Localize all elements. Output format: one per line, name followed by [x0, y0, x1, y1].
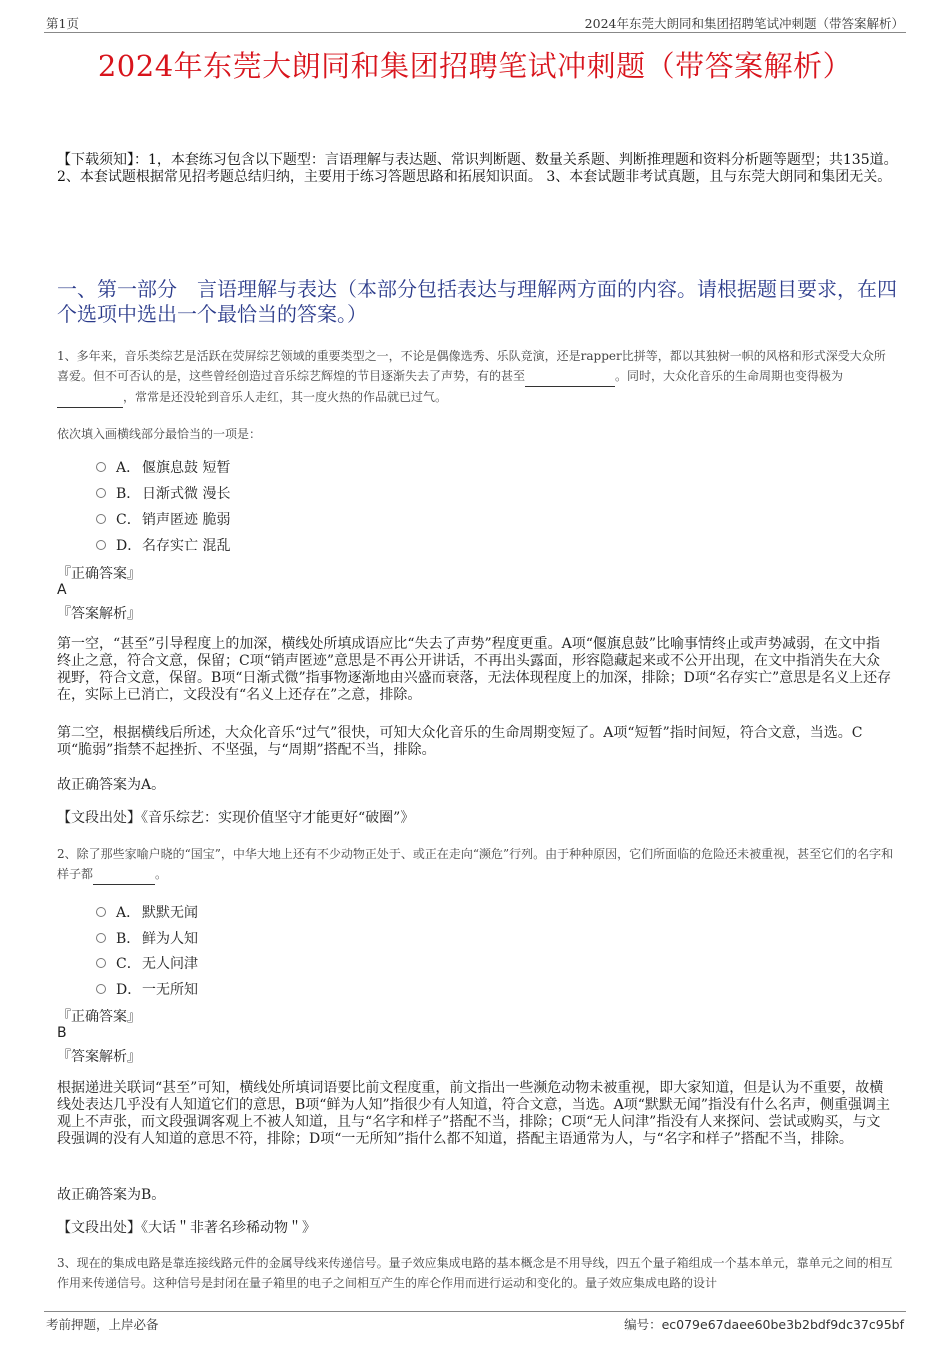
q1-option-c[interactable]: C． 销声匿迹 脆弱: [96, 509, 230, 529]
q1-final-answer: 故正确答案为A。: [57, 777, 166, 793]
q1-blank-2: [57, 387, 123, 408]
question-2-stem: [57, 844, 897, 885]
q1-answer: A: [57, 582, 67, 598]
footer-code-label: 编号：: [624, 1317, 662, 1332]
page-number: 第1页: [46, 16, 79, 31]
q2-correct-label: 『正确答案』: [57, 1009, 141, 1025]
q1-option-b[interactable]: B． 日渐式微 漫长: [96, 483, 230, 503]
radio-icon[interactable]: [96, 540, 106, 550]
q1-text-b: 。同时，大众化音乐的生命周期也变得极为: [615, 369, 844, 383]
section-heading: 一、第一部分 言语理解与表达（本部分包括表达与理解两方面的内容。请根据题目要求，在四个选项中选出一个最恰当的答案。）: [57, 277, 897, 326]
q2-blank: [93, 864, 155, 885]
footer-code: [624, 1315, 904, 1333]
radio-icon[interactable]: [96, 907, 106, 917]
q2-option-c[interactable]: C． 无人问津: [96, 953, 198, 973]
radio-icon[interactable]: [96, 462, 106, 472]
header-divider: [44, 32, 906, 33]
q2-text-b: 。: [155, 867, 168, 881]
radio-icon[interactable]: [96, 933, 106, 943]
question-3-stem: 3、现在的集成电路是靠连接线路元件的金属导线来传递信号。量子效应集成电路的基本概念是不用导线，四五个量子箱组成一个基本单元，靠单元之间的相互作用来传递信号。这种信号是封闭在量子箱里的电子之间相互产生的库仑作用而进行运动和变化的。量子效应集成电路的设计: [57, 1256, 893, 1290]
q1-analysis-label: 『答案解析』: [57, 606, 141, 622]
q1-text-c: ，常常是还没轮到音乐人走红，其一度火热的作品就已过气。: [123, 390, 448, 404]
q1-correct-label: 『正确答案』: [57, 566, 141, 582]
footer-code-value: ec079e67daee60be3b2bdf9dc37c95bf: [661, 1317, 904, 1332]
question-1-prompt: 依次填入画横线部分最恰当的一项是：: [57, 427, 262, 441]
q1-analysis-1: 第一空，“甚至”引导程度上的加深，横线处所填成语应比“失去了声势”程度更重。A项“偃旗息鼓”比喻事情终止或声势减弱，在文中指终止之意，符合文意，保留；C项“销声匿迹”意思是不再公开讲话，不再出头露面，形容隐藏起来或不公开出现，在文中指消失在大众视野，符合文意，保留。B项“日渐式微”指事物逐渐地由兴盛而衰落，无法体现程度上的加深，排除；D项“名存实亡”意思是名义上还存在，实际上已消亡，文段没有“名义上还存在”之意，排除。: [57, 636, 892, 703]
q1-analysis-2: 第二空，根据横线后所述，大众化音乐“过气”很快，可知大众化音乐的生命周期变短了。A项“短暂”指时间短，符合文意，当选。C项“脆弱”指禁不起挫折、不坚强，与“周期”搭配不当，排除。: [57, 725, 863, 758]
q1-blank-1: [525, 366, 615, 387]
q2-analysis: 根据递进关联词“甚至”可知，横线处所填词语要比前文程度重，前文指出一些濒危动物未被重视，即大家知道，但是认为不重要，故横线处表达几乎没有人知道它们的意思，B项“鲜为人知”指很少有人知道，符合文意，当选。A项“默默无闻”指没有什么名声，侧重强调主观上不声张，而文段强调客观上不被人知道，且与“名字和样子”搭配不当，排除；C项“无人问津”指没有人来探问、尝试或购买，与文段强调的没有人知道的意思不符，排除；D项“一无所知”指什么都不知道，搭配主语通常为人，与“名字和样子”搭配不当，排除。: [57, 1080, 891, 1147]
q1-source: 【文段出处】《音乐综艺：实现价值坚守才能更好“破圈”》: [57, 810, 415, 826]
q1-option-d[interactable]: D． 名存实亡 混乱: [96, 535, 230, 555]
q2-text-a: 2、除了那些家喻户晓的“国宝”，中华大地上还有不少动物正处于、或正在走向“濒危”行列。由于种种原因，它们所面临的危险还未被重视，甚至它们的名字和样子都: [57, 847, 894, 881]
q2-option-b[interactable]: B． 鲜为人知: [96, 928, 198, 948]
radio-icon[interactable]: [96, 488, 106, 498]
radio-icon[interactable]: [96, 958, 106, 968]
q2-final-answer: 故正确答案为B。: [57, 1187, 166, 1203]
download-notice: 【下载须知】：1，本套练习包含以下题型：言语理解与表达题、常识判断题、数量关系题、判断推理题和资料分析题等题型；共135道。 2、本套试题根据常见招考题总结归纳，主要用于练习答题思路和拓展知识面。 3、本套试题非考试真题，且与东莞大朗同和集团无关。: [57, 152, 898, 185]
header-doc-title: 2024年东莞大朗同和集团招聘笔试冲刺题（带答案解析）: [584, 16, 904, 31]
footer-divider: [44, 1311, 906, 1312]
radio-icon[interactable]: [96, 984, 106, 994]
footer-slogan: 考前押题，上岸必备: [46, 1317, 159, 1332]
radio-icon[interactable]: [96, 514, 106, 524]
q1-text-a: 1、多年来，音乐类综艺是活跃在荧屏综艺领域的重要类型之一，不论是偶像选秀、乐队竞演，还是rapper比拼等，都以其独树一帜的风格和形式深受大众所喜爱。但不可否认的是，这些曾经创造过音乐综艺辉煌的节目逐渐失去了声势，有的甚至: [57, 349, 886, 383]
q2-analysis-label: 『答案解析』: [57, 1049, 141, 1065]
question-1-stem: [57, 346, 897, 408]
q2-answer: B: [57, 1025, 67, 1041]
q2-option-d[interactable]: D． 一无所知: [96, 979, 198, 999]
page-title: 2024年东莞大朗同和集团招聘笔试冲刺题（带答案解析）: [97, 49, 853, 83]
q2-source: 【文段出处】《大话＂非著名珍稀动物＂》: [57, 1220, 316, 1236]
q2-option-a[interactable]: A． 默默无闻: [96, 902, 198, 922]
q1-option-a[interactable]: A． 偃旗息鼓 短暂: [96, 457, 230, 477]
